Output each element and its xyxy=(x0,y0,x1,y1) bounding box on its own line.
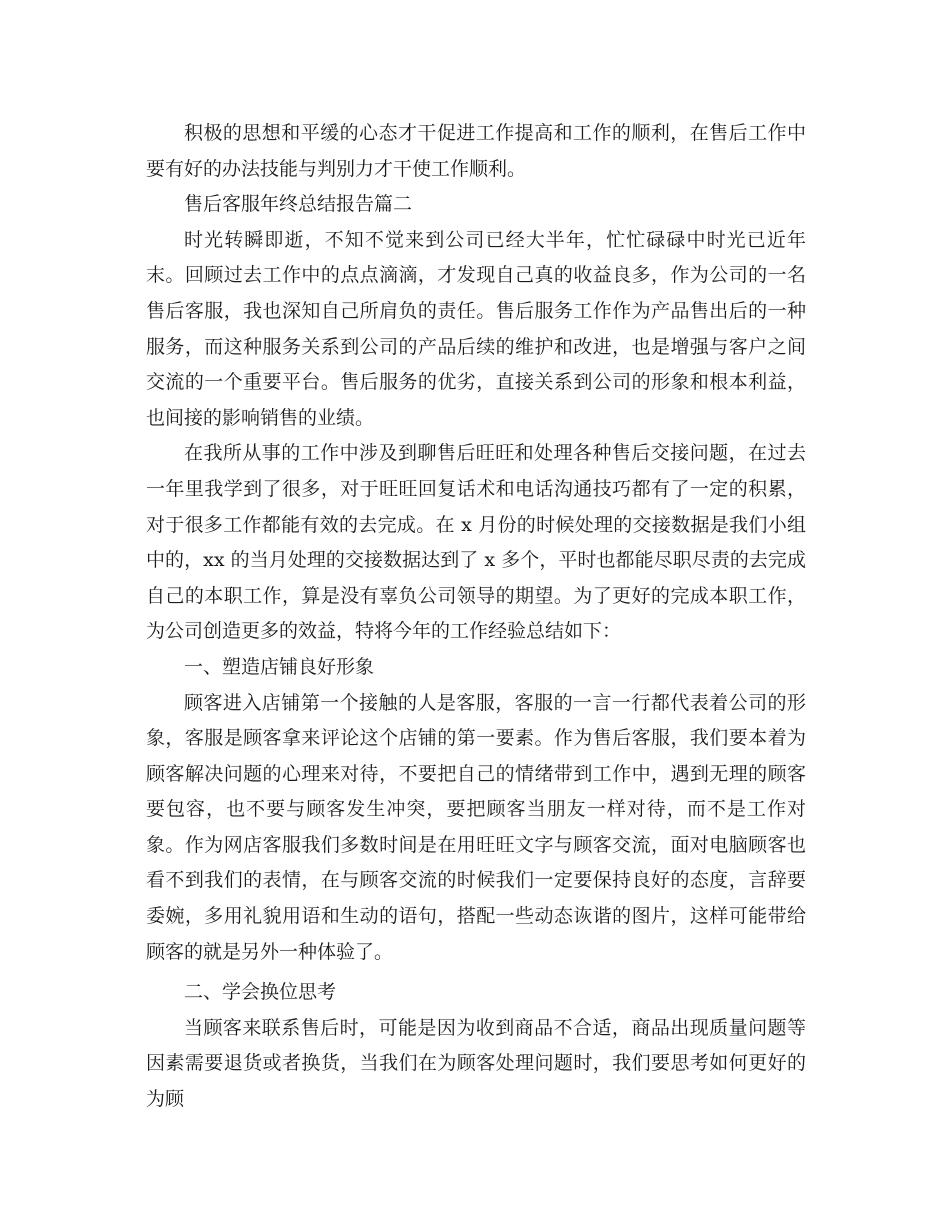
heading-shape-store-image: 一、塑造店铺良好形象 xyxy=(184,655,375,678)
paragraph-closing-thoughts: 积极的思想和平缓的心态才干促进工作提高和工作的顺利，在售后工作中要有好的办法技能与判别力才干使工作顺利。 xyxy=(146,122,806,180)
paragraph-empathy: 当顾客来联系售后时，可能是因为收到商品不合适，商品出现质量问题等因素需要退货或者换货，当我们在为顾客处理问题时，我们要思考如何更好的为顾 xyxy=(146,1016,806,1111)
section-title-part-two: 售后客服年终总结报告篇二 xyxy=(184,193,413,216)
paragraph-store-image: 顾客进入店铺第一个接触的人是客服，客服的一言一行都代表着公司的形象，客服是顾客拿来评论这个店铺的第一要素。作为售后客服，我们要本着为顾客解决问题的心理来对待，不要把自己的情绪带到工作中，遇到无理的顾客要包容，也不要与顾客发生冲突，要把顾客当朋友一样对待，而不是工作对象。作为网店客服我们多数时间是在用旺旺文字与顾客交流，面对电脑顾客也看不到我们的表情，在与顾客交流的时候我们一定要保持良好的态度，言辞要委婉，多用礼貌用语和生动的语句，搭配一些动态诙谐的图片，这样可能带给顾客的就是另外一种体验了。 xyxy=(146,691,806,963)
paragraph-intro: 时光转瞬即逝，不知不觉来到公司已经大半年，忙忙碌碌中时光已近年末。回顾过去工作中的点点滴滴，才发现自己真的收益良多，作为公司的一名售后客服，我也深知自己所肩负的责任。售后服务工作作为产品售出后的一种服务，而这种服务关系到公司的产品后续的维护和改进，也是增强与客户之间交流的一个重要平台。售后服务的优劣，直接关系到公司的形象和根本利益，也间接的影响销售的业绩。 xyxy=(146,228,806,429)
paragraph-work-experience: 在我所从事的工作中涉及到聊售后旺旺和处理各种售后交接问题，在过去一年里我学到了很多，对于旺旺回复话术和电话沟通技巧都有了一定的积累，对于很多工作都能有效的去完成。在 x 月份的时候处理的交接数据是我们小组中的，xx 的当月处理的交接数据达到了 x 多个，平时也都能尽职尽责的去完成自己的本职工作，算是没有辜负公司领导的期望。为了更好的完成本职工作，为公司创造更多的效益，特将今年的工作经验总结如下： xyxy=(146,442,806,643)
document-body xyxy=(146,116,806,1118)
heading-empathy: 二、学会换位思考 xyxy=(184,981,337,1004)
